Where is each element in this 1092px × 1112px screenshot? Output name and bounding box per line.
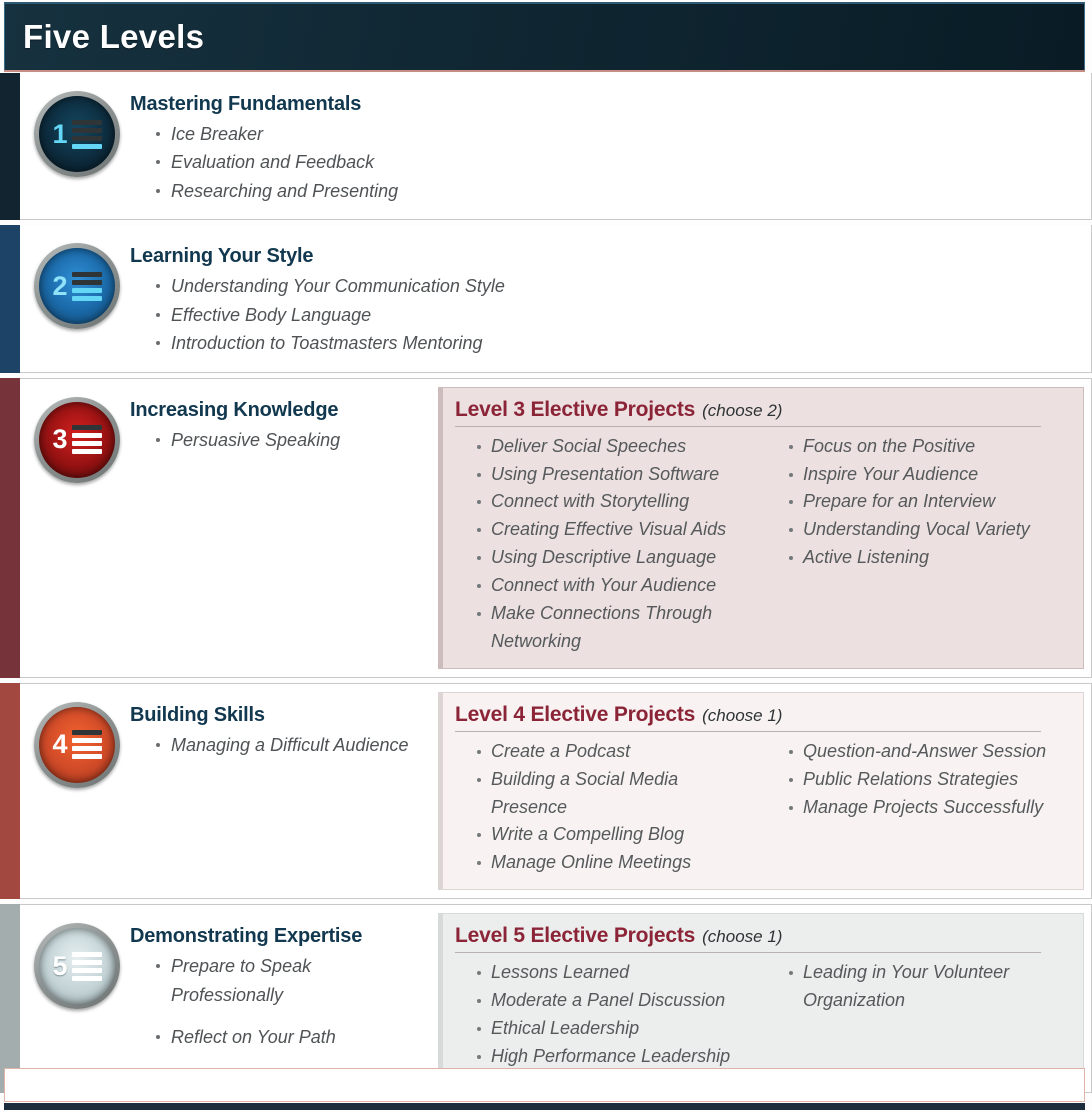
elective-columns [455,959,1071,1071]
elective-columns [455,433,1071,656]
level-title: Building Skills [130,703,265,726]
project-item: Using Presentation Software [477,461,759,489]
level-row-5[interactable] [0,904,1092,1093]
level-row-body [20,378,1092,678]
level-number: 3 [52,424,68,455]
level-number: 5 [52,950,68,981]
levels-list [0,73,1092,1093]
level-badge-1-icon [34,91,120,177]
elective-title: Level 4 Elective Projects [455,702,696,726]
level-row-body [20,225,1092,372]
project-item: Researching and Presenting [156,177,398,205]
elective-column-right [767,959,1071,1071]
level-badge-4-icon [34,702,120,788]
elective-rule [455,426,1041,427]
level-badge-3-icon [34,397,120,483]
project-item: Persuasive Speaking [156,426,340,454]
elective-rule [455,952,1041,953]
project-item: Evaluation and Feedback [156,148,398,176]
elective-rule [455,731,1041,732]
level-stripe-3 [0,378,20,678]
page-header [4,2,1085,70]
level-row-3[interactable] [0,378,1092,678]
project-item: Creating Effective Visual Aids [477,516,759,544]
project-item: Connect with Storytelling [477,488,759,516]
page-title: Five Levels [23,18,205,55]
level-row-body [20,904,1092,1093]
project-item: High Performance Leadership [477,1043,759,1071]
level-bars-icon [72,952,102,981]
project-item: Using Descriptive Language [477,544,759,572]
project-item: Understanding Your Communication Style [156,272,505,300]
elective-column-right [767,738,1071,877]
level-title: Learning Your Style [130,245,314,268]
elective-title: Level 5 Elective Projects [455,924,696,948]
project-item: Ice Breaker [156,120,398,148]
level-number: 2 [52,270,68,301]
level-stripe-1 [0,73,20,220]
elective-column-left [455,959,759,1071]
project-item: Focus on the Positive [789,433,1071,461]
project-item: Write a Compelling Blog [477,821,759,849]
level-core-text [130,87,398,205]
project-item: Create a Podcast [477,738,759,766]
level-row-2[interactable] [0,225,1092,372]
level-badge-2-icon [34,243,120,329]
level-row-4[interactable] [0,683,1092,899]
level-core-text [130,393,340,663]
elective-choose-note: (choose 1) [702,705,783,725]
level-stripe-2 [0,225,20,372]
level-row-body [20,73,1092,220]
elective-header [455,703,1071,731]
project-item: Manage Online Meetings [477,849,759,877]
level-projects [130,952,428,1051]
level-stripe-4 [0,683,20,899]
project-item: Prepare for an Interview [789,488,1071,516]
elective-title: Level 3 Elective Projects [455,397,696,421]
project-item: Prepare to Speak Professionally [156,952,428,1009]
level-core [20,684,438,898]
elective-columns [455,738,1071,877]
level-projects [130,731,408,759]
elective-header [455,924,1071,952]
project-item: Manage Projects Successfully [789,794,1071,822]
project-item: Introduction to Toastmasters Mentoring [156,329,505,357]
project-item: Reflect on Your Path [156,1023,428,1051]
elective-choose-note: (choose 2) [702,400,783,420]
project-item: Lessons Learned [477,959,759,987]
project-item: Active Listening [789,544,1071,572]
level-bars-icon [72,730,102,759]
level-badge-5-icon [34,923,120,1009]
project-item: Understanding Vocal Variety [789,516,1071,544]
level-row-1[interactable] [0,73,1092,220]
level-core-text [130,239,505,357]
level-core [20,73,1091,219]
elective-panel-3 [438,387,1084,669]
level-projects [130,272,505,357]
elective-choose-note: (choose 1) [702,927,783,947]
project-item: Managing a Difficult Audience [156,731,408,759]
level-title: Demonstrating Expertise [130,925,363,948]
level-projects [130,426,340,454]
project-item: Building a Social Media Presence [477,766,759,822]
project-item: Public Relations Strategies [789,766,1071,794]
elective-panel-5 [438,913,1084,1084]
level-number: 4 [52,729,68,760]
project-item: Moderate a Panel Discussion [477,987,759,1015]
level-number: 1 [52,118,68,149]
footer-bar [4,1103,1085,1110]
header-rule [4,70,1085,72]
level-core-text [130,919,428,1078]
elective-column-right [767,433,1071,656]
project-item: Question-and-Answer Session [789,738,1071,766]
project-item: Leading in Your Volunteer Organization [789,959,1071,1015]
project-item: Inspire Your Audience [789,461,1071,489]
level-core [20,905,438,1092]
level-core [20,225,1091,371]
project-item: Make Connections Through Networking [477,600,759,656]
level-bars-icon [72,120,102,149]
level-core [20,379,438,677]
level-row-body [20,683,1092,899]
project-item: Effective Body Language [156,301,505,329]
elective-header [455,398,1071,426]
project-item: Connect with Your Audience [477,572,759,600]
elective-panel-4 [438,692,1084,890]
level-title: Mastering Fundamentals [130,93,362,115]
footer-strip [4,1068,1085,1102]
elective-column-left [455,433,759,656]
project-item: Ethical Leadership [477,1015,759,1043]
project-item: Deliver Social Speeches [477,433,759,461]
level-title: Increasing Knowledge [130,398,339,421]
level-bars-icon [72,272,102,301]
level-projects [130,120,398,205]
elective-column-left [455,738,759,877]
level-stripe-5 [0,904,20,1093]
level-core-text [130,698,408,884]
level-bars-icon [72,425,102,454]
